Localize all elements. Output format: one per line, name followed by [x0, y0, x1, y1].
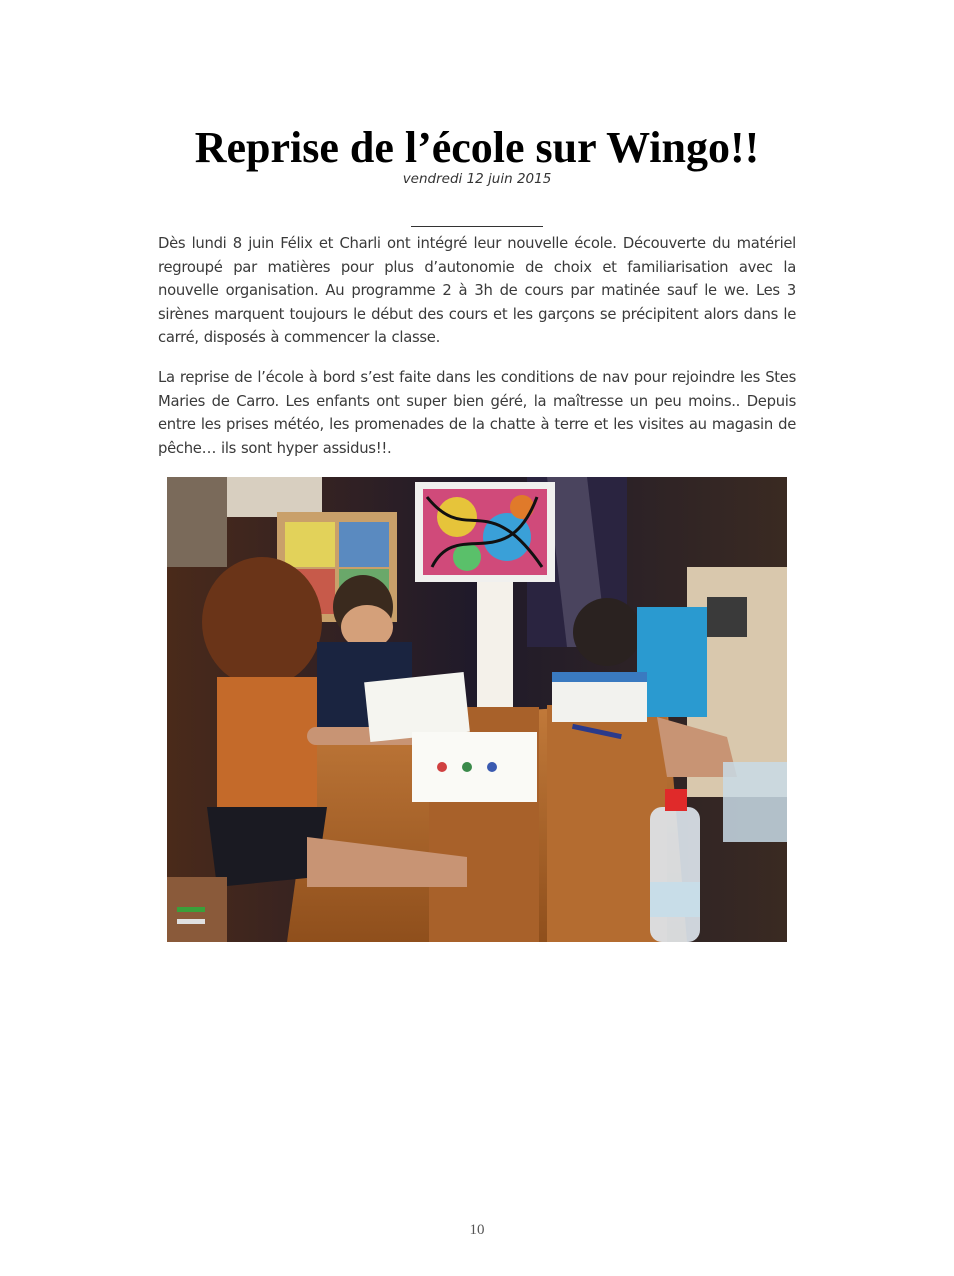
page-number: 10 [469, 1222, 485, 1238]
article-photo [167, 477, 787, 942]
article-title: Reprise de l’école sur Wingo!! [194, 123, 760, 172]
article-date: vendredi 12 juin 2015 [402, 171, 552, 187]
article-paragraph-2: La reprise de l’école à bord s’est faite dans les conditions de nav pour rejoindre les Stes Maries de Carro. Les enfants ont super bien géré, la maîtresse un peu moins.. Depuis entre les prises météo, les promenades de la chatte à terre et les visites au magasin de pêche… ils sont hyper assidus!!. [158, 369, 796, 457]
title-divider [411, 226, 543, 227]
article-paragraph-1: Dès lundi 8 juin Félix et Charli ont intégré leur nouvelle école. Découverte du matériel regroupé par matières pour plus d’autonomie de choix et familiarisation avec la nouvelle organisation. Au programme 2 à 3h de cours par matinée sauf le we. Les 3 sirènes marquent toujours le début des cours et les garçons se précipitent alors dans le carré, disposés à commencer la classe. [158, 235, 796, 346]
